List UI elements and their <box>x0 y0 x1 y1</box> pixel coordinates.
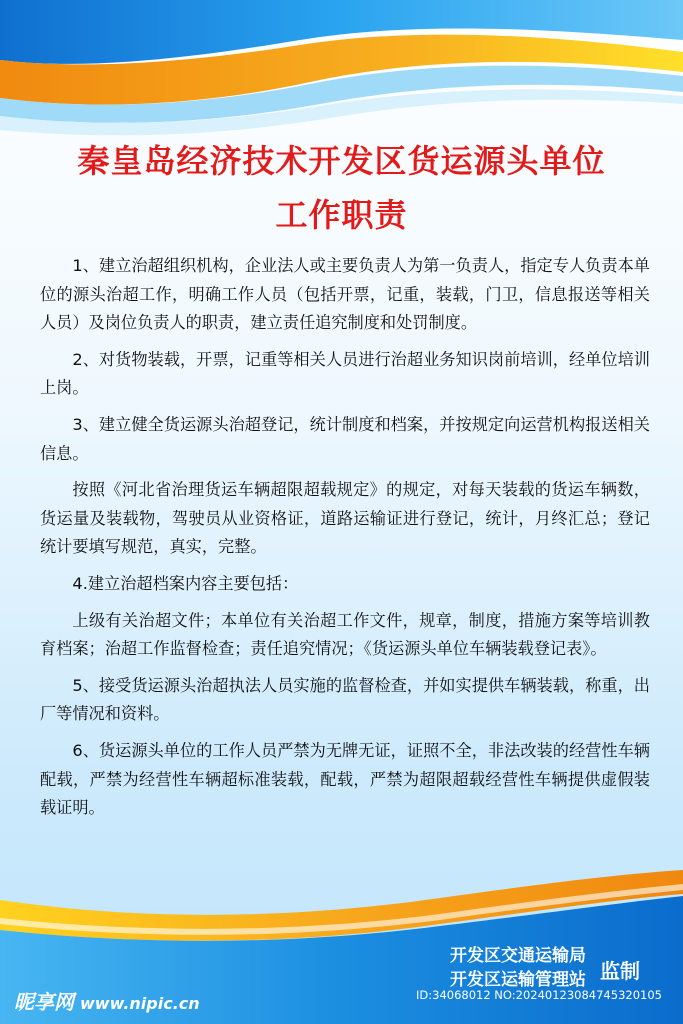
watermark-id: ID:34068012 NO:20240123084745320105 <box>416 988 662 1002</box>
paragraph-archive-contents: 上级有关治超文件；本单位有关治超工作文件，规章，制度，措施方案等培训教育档案；治超工作监督检查；责任追究情况；《货运源头单位车辆装载登记表》。 <box>40 610 650 659</box>
paragraph-4: 4.建立治超档案内容主要包括： <box>72 573 299 593</box>
paragraph-1: 1、建立治超组织机构，企业法人或主要负责人为第一负责人，指定专人负责本单位的源头治超工作，明确工作人员（包括开票，记重，装载，门卫，信息报送等相关人员）及岗位负责人的职责，建立责任追究制度和处罚制度。 <box>40 256 650 333</box>
duties-content <box>40 252 650 831</box>
logo-url: www.nipic.cn <box>80 994 200 1013</box>
paragraph-2: 2、对货物装载，开票，记重等相关人员进行治超业务知识岗前培训，经单位培训上岗。 <box>40 349 650 398</box>
paragraph-6: 6、货运源头单位的工作人员严禁为无牌无证，证照不全，非法改装的经营性车辆配载，严禁为经营性车辆超标准装载，配载，严禁为超限超载经营性车辆提供虚假装载证明。 <box>40 740 650 818</box>
logo-text: 昵享网 <box>14 990 74 1014</box>
watermark-logo <box>14 986 200 1015</box>
paragraph-3: 3、建立健全货运源头治超登记，统计制度和档案，并按规定向运营机构报送相关信息。 <box>40 414 650 463</box>
paragraph-5: 5、接受货运源头治超执法人员实施的监督检查，并如实提供车辆装载，称重，出厂等情况和资料。 <box>40 675 650 724</box>
paragraph-regulation: 按照《河北省治理货运车辆超限超载规定》的规定，对每天装载的货运车辆数，货运量及装载物，驾驶员从业资格证，道路运输证进行登记，统计，月终汇总；登记统计要填写规范，真实，完整。 <box>40 480 650 557</box>
top-wave-decoration <box>0 0 683 150</box>
title-line-1: 秦皇岛经济技术开发区货运源头单位 <box>77 142 606 180</box>
org-transport-bureau: 开发区交通运输局 <box>450 946 586 966</box>
supervising-organizations <box>450 944 586 992</box>
org-transport-station: 开发区运输管理站 <box>450 970 586 990</box>
title-line-2: 工作职责 <box>275 196 408 234</box>
supervised-by-label: 监制 <box>600 959 640 983</box>
